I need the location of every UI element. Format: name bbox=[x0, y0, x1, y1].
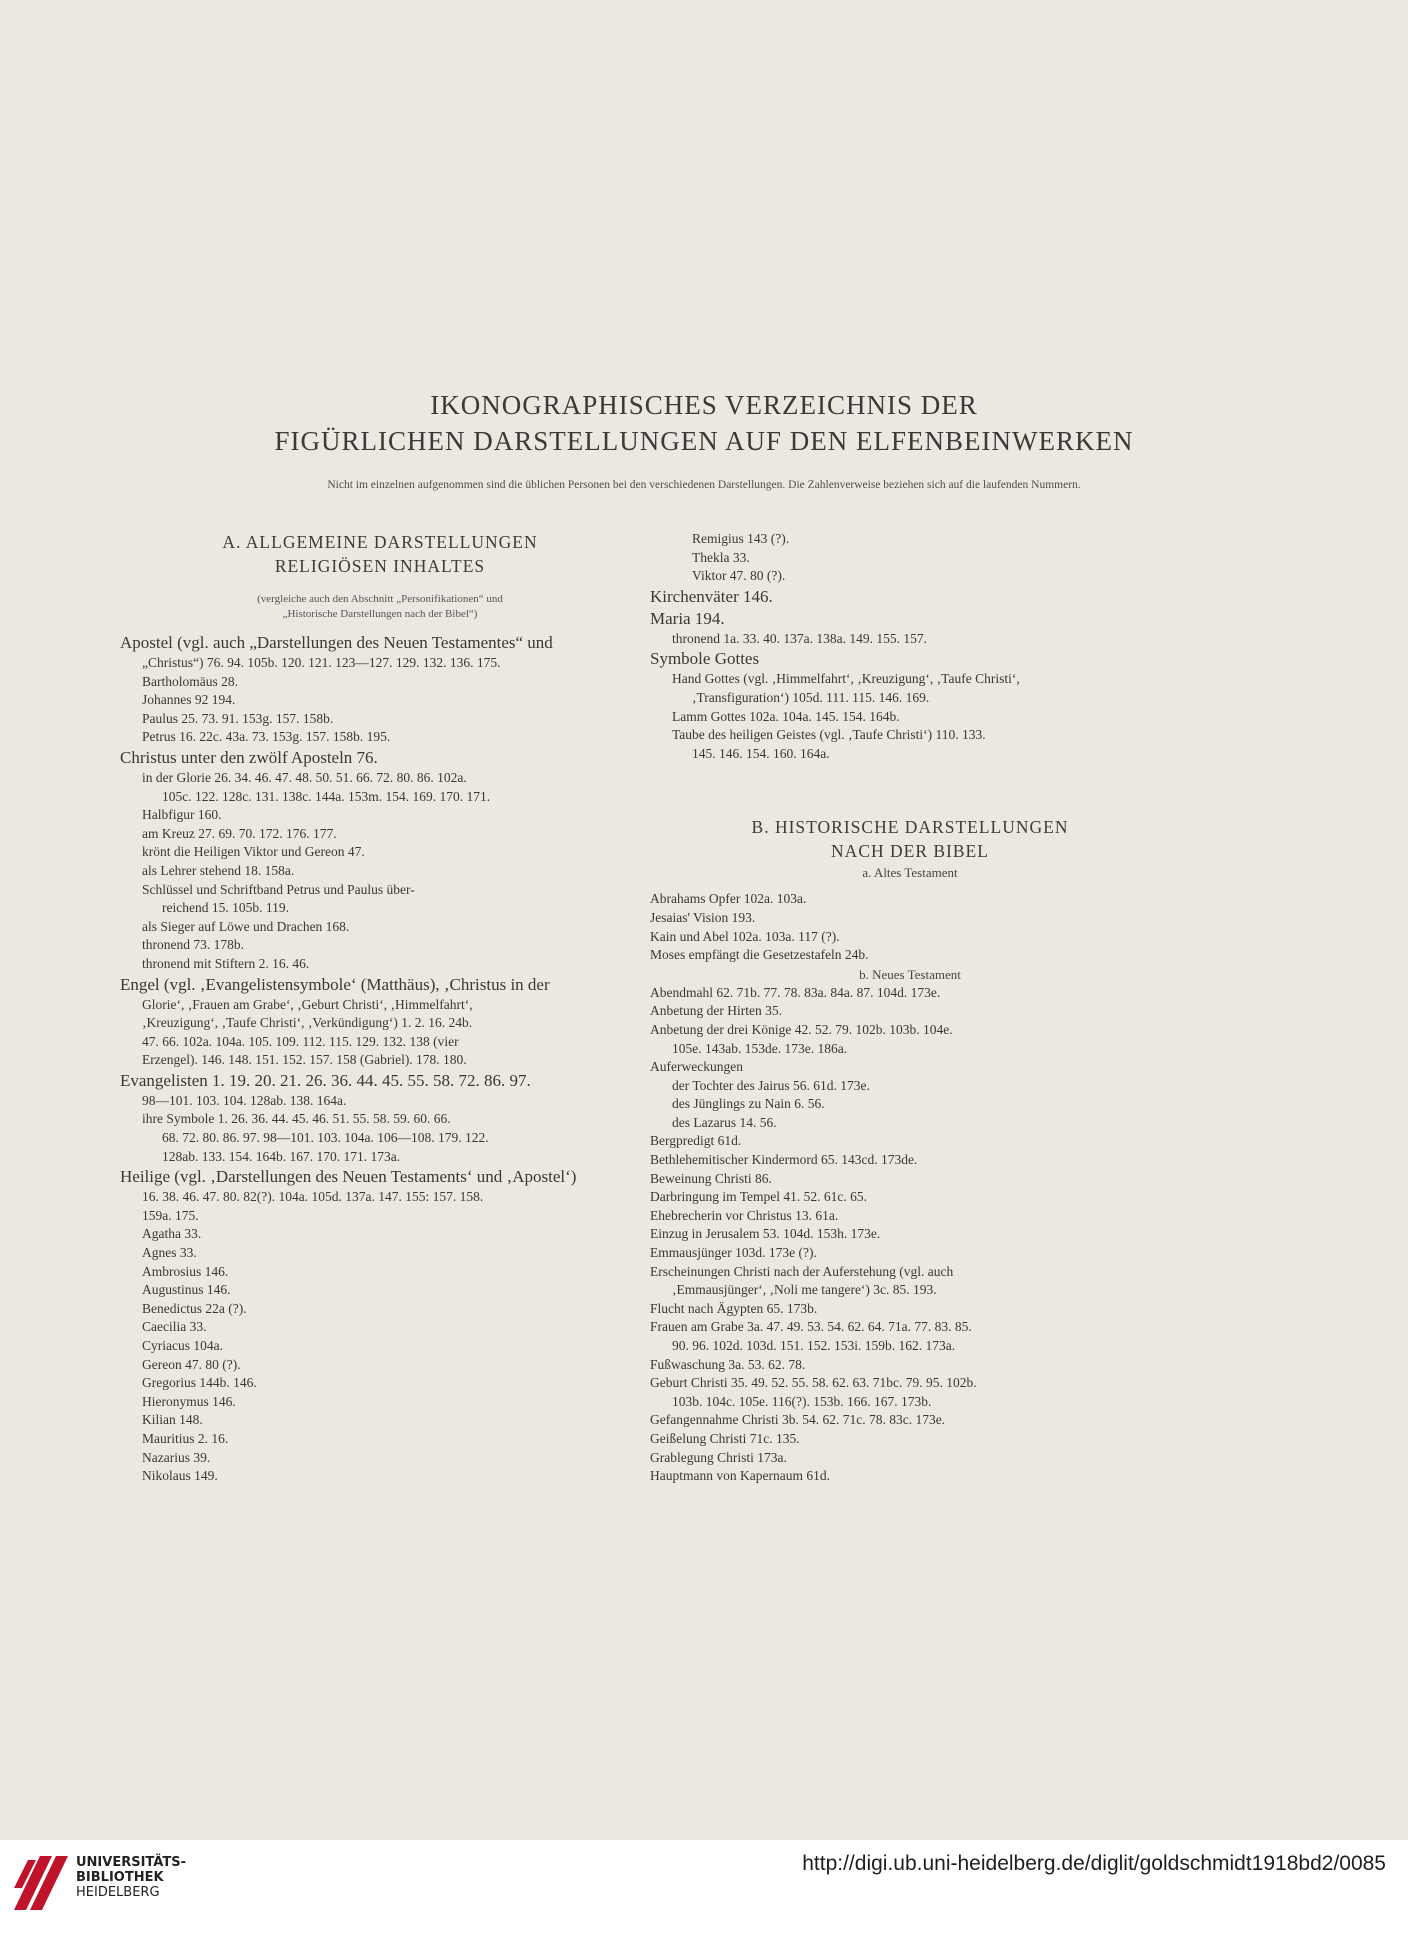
right-column bbox=[650, 530, 1170, 1486]
index-entry: Bethlehemitischer Kindermord 65. 143cd. 173de. bbox=[650, 1152, 918, 1168]
index-entries-new-testament bbox=[650, 984, 1170, 1486]
institution-name bbox=[76, 1855, 186, 1900]
index-entry: 105e. 143ab. 153de. 173e. 186a. bbox=[672, 1040, 848, 1056]
index-entry: 103b. 104c. 105e. 116(?). 153b. 166. 167. 173b. bbox=[672, 1393, 932, 1409]
subsection-old-testament: a. Altes Testament bbox=[862, 865, 958, 881]
index-entries-left bbox=[120, 632, 640, 1486]
page-title-line2: FIGÜRLICHEN DARSTELLUNGEN AUF DEN ELFENBEINWERKEN bbox=[274, 426, 1134, 456]
section-b-heading-line2: NACH DER BIBEL bbox=[831, 841, 989, 862]
index-entry: Abrahams Opfer 102a. 103a. bbox=[650, 891, 807, 907]
index-entry: Christus unter den zwölf Aposteln 76. bbox=[120, 747, 378, 767]
index-entry: Thekla 33. bbox=[692, 549, 750, 565]
index-entry: Geburt Christi 35. 49. 52. 55. 58. 62. 63. 71bc. 79. 95. 102b. bbox=[650, 1375, 977, 1391]
index-entry: 145. 146. 154. 160. 164a. bbox=[692, 745, 830, 761]
section-a-heading-line1: A. ALLGEMEINE DARSTELLUNGEN bbox=[222, 532, 538, 552]
index-entry: Glorie‘, ‚Frauen am Grabe‘, ‚Geburt Christi‘, ‚Himmelfahrt‘, bbox=[142, 996, 473, 1012]
index-entry: Erscheinungen Christi nach der Auferstehung (vgl. auch bbox=[650, 1263, 954, 1279]
index-entry: ‚Transfiguration‘) 105d. 111. 115. 146. 169. bbox=[692, 689, 930, 705]
index-entry: Maria 194. bbox=[650, 608, 725, 628]
index-entry: Caecilia 33. bbox=[142, 1319, 207, 1335]
cross-reference-line1: (vergleiche auch den Abschnitt „Personifikationen“ und bbox=[257, 593, 503, 605]
index-entry: Nazarius 39. bbox=[142, 1449, 211, 1465]
index-entry: Ehebrecherin vor Christus 13. 61a. bbox=[650, 1207, 839, 1223]
index-entry: Viktor 47. 80 (?). bbox=[692, 568, 786, 584]
index-entry: Cyriacus 104a. bbox=[142, 1338, 223, 1353]
page-title-line1: IKONOGRAPHISCHES VERZEICHNIS DER bbox=[430, 390, 978, 420]
index-entry: des Jünglings zu Nain 6. 56. bbox=[672, 1096, 825, 1112]
index-entry: Geißelung Christi 71c. 135. bbox=[650, 1430, 800, 1446]
index-entry: 105c. 122. 128c. 131. 138c. 144a. 153m. 154. 169. 170. 171. bbox=[162, 788, 491, 804]
index-entry: Symbole Gottes bbox=[650, 649, 760, 669]
index-entry: Gregorius 144b. 146. bbox=[142, 1375, 257, 1391]
index-entry: 98—101. 103. 104. 128ab. 138. 164a. bbox=[142, 1092, 347, 1108]
index-entry: Hand Gottes (vgl. ‚Himmelfahrt‘, ‚Kreuzigung‘, ‚Taufe Christi‘, bbox=[672, 671, 1020, 687]
index-entry: 16. 38. 46. 47. 80. 82(?). 104a. 105d. 137a. 147. 155: 157. 158. bbox=[142, 1189, 484, 1205]
index-entry: Flucht nach Ägypten 65. 173b. bbox=[650, 1300, 818, 1316]
index-entry: Erzengel). 146. 148. 151. 152. 157. 158 (Gabriel). 178. 180. bbox=[142, 1052, 467, 1068]
index-entry: Engel (vgl. ‚Evangelistensymbole‘ (Matthäus), ‚Christus in der bbox=[120, 974, 550, 994]
index-entry: Heilige (vgl. ‚Darstellungen des Neuen Testaments‘ und ‚Apostel‘) bbox=[120, 1167, 577, 1187]
index-entry: Kain und Abel 102a. 103a. 117 (?). bbox=[650, 928, 840, 944]
index-entry: Taube des heiligen Geistes (vgl. ‚Taufe Christi‘) 110. 133. bbox=[672, 727, 986, 743]
index-entry: Hauptmann von Kapernaum 61d. bbox=[650, 1468, 830, 1484]
index-entry: Beweinung Christi 86. bbox=[650, 1170, 772, 1186]
index-entry: der Tochter des Jairus 56. 61d. 173e. bbox=[672, 1077, 870, 1093]
index-entry: Schlüssel und Schriftband Petrus und Paulus über- bbox=[142, 881, 415, 897]
index-entry: Anbetung der drei Könige 42. 52. 79. 102b. 103b. 104e. bbox=[650, 1021, 953, 1037]
index-entries-old-testament bbox=[650, 890, 1170, 964]
index-entry: Apostel (vgl. auch „Darstellungen des Neuen Testamentes“ und bbox=[120, 633, 553, 652]
section-b-heading-line1: B. HISTORISCHE DARSTELLUNGEN bbox=[751, 817, 1069, 838]
index-entry: Evangelisten 1. 19. 20. 21. 26. 36. 44. 45. 55. 58. 72. 86. 97. bbox=[120, 1070, 531, 1090]
index-entry: thronend 1a. 33. 40. 137a. 138a. 149. 155. 157. bbox=[672, 630, 927, 646]
cross-reference-note bbox=[120, 592, 640, 622]
index-entry: Mauritius 2. 16. bbox=[142, 1430, 229, 1446]
index-entry: Frauen am Grabe 3a. 47. 49. 53. 54. 62. 64. 71a. 77. 83. 85. bbox=[650, 1319, 972, 1335]
index-entry: Anbetung der Hirten 35. bbox=[650, 1003, 782, 1019]
index-entry: Ambrosius 146. bbox=[142, 1263, 229, 1279]
index-entry: 128ab. 133. 154. 164b. 167. 170. 171. 173a. bbox=[162, 1148, 401, 1164]
subsection-new-testament: b. Neues Testament bbox=[859, 966, 961, 982]
index-entry: Hieronymus 146. bbox=[142, 1393, 236, 1409]
index-entry: ‚Kreuzigung‘, ‚Taufe Christi‘, ‚Verkündigung‘) 1. 2. 16. 24b. bbox=[142, 1015, 473, 1031]
index-entry: in der Glorie 26. 34. 46. 47. 48. 50. 51. 66. 72. 80. 86. 102a. bbox=[142, 769, 467, 785]
index-entry: Bartholomäus 28. bbox=[142, 673, 238, 689]
intro-note: Nicht im einzelnen aufgenommen sind die üblichen Personen bei den verschiedenen Darstellungen. Die Zahlenverweise beziehen sich auf die laufenden Nummern. bbox=[327, 479, 1081, 491]
index-entry: Kirchenväter 146. bbox=[650, 586, 773, 606]
index-entry: Gereon 47. 80 (?). bbox=[142, 1356, 241, 1372]
left-column bbox=[120, 530, 640, 1486]
index-entry: Grablegung Christi 173a. bbox=[650, 1449, 787, 1465]
index-entry: Remigius 143 (?). bbox=[692, 531, 790, 546]
index-entry: 159a. 175. bbox=[142, 1207, 199, 1223]
index-entry: 90. 96. 102d. 103d. 151. 152. 153i. 159b. 162. 173a. bbox=[672, 1338, 956, 1353]
index-entry: Kilian 148. bbox=[142, 1412, 203, 1428]
index-entries-right-top bbox=[650, 530, 1170, 763]
index-entry: thronend mit Stiftern 2. 16. 46. bbox=[142, 955, 310, 971]
index-entry: thronend 73. 178b. bbox=[142, 937, 244, 953]
cross-reference-line2: „Historische Darstellungen nach der Bibel“) bbox=[282, 608, 478, 620]
index-entry: Emmausjünger 103d. 173e (?). bbox=[650, 1245, 817, 1261]
index-entry: 47. 66. 102a. 104a. 105. 109. 112. 115. 129. 132. 138 (vier bbox=[142, 1033, 459, 1049]
index-entry: Petrus 16. 22c. 43a. 73. 153g. 157. 158b. 195. bbox=[142, 729, 391, 745]
index-entry: Agatha 33. bbox=[142, 1226, 202, 1242]
institution-line3: HEIDELBERG bbox=[76, 1885, 160, 1900]
index-entry: Einzug in Jerusalem 53. 104d. 153h. 173e. bbox=[650, 1226, 881, 1242]
index-entry: 68. 72. 80. 86. 97. 98—101. 103. 104a. 106—108. 179. 122. bbox=[162, 1130, 489, 1146]
permalink-url[interactable]: http://digi.ub.uni-heidelberg.de/diglit/goldschmidt1918bd2/0085 bbox=[802, 1852, 1386, 1875]
index-entry: Nikolaus 149. bbox=[142, 1468, 218, 1484]
index-entry: als Lehrer stehend 18. 158a. bbox=[142, 862, 295, 878]
index-entry: Auferweckungen bbox=[650, 1059, 743, 1075]
institution-line1: UNIVERSITÄTS- bbox=[76, 1855, 186, 1870]
section-a-heading-line2: RELIGIÖSEN INHALTES bbox=[274, 556, 486, 576]
index-entry: des Lazarus 14. 56. bbox=[672, 1114, 777, 1130]
index-entry: Paulus 25. 73. 91. 153g. 157. 158b. bbox=[142, 710, 334, 726]
index-entry: Benedictus 22a (?). bbox=[142, 1300, 247, 1316]
index-entry: Halbfigur 160. bbox=[142, 807, 222, 823]
index-entry: ihre Symbole 1. 26. 36. 44. 45. 46. 51. 55. 58. 59. 60. 66. bbox=[142, 1111, 451, 1127]
index-entry: Fußwaschung 3a. 53. 62. 78. bbox=[650, 1356, 806, 1372]
index-entry: Jesaias' Vision 193. bbox=[650, 909, 756, 925]
index-entry: Lamm Gottes 102a. 104a. 145. 154. 164b. bbox=[672, 708, 900, 724]
university-library-logo-icon bbox=[12, 1848, 70, 1912]
index-entry: „Christus“) 76. 94. 105b. 120. 121. 123—127. 129. 132. 136. 175. bbox=[142, 655, 501, 670]
index-entry: Abendmahl 62. 71b. 77. 78. 83a. 84a. 87. 104d. 173e. bbox=[650, 984, 941, 1000]
index-entry: ‚Emmausjünger‘, ‚Noli me tangere‘) 3c. 85. 193. bbox=[672, 1282, 937, 1298]
index-entry: Darbringung im Tempel 41. 52. 61c. 65. bbox=[650, 1189, 868, 1205]
institution-line2: BIBLIOTHEK bbox=[76, 1870, 164, 1885]
index-entry: Augustinus 146. bbox=[142, 1282, 231, 1298]
index-entry: am Kreuz 27. 69. 70. 172. 176. 177. bbox=[142, 825, 337, 841]
index-entry: als Sieger auf Löwe und Drachen 168. bbox=[142, 918, 350, 934]
index-entry: Moses empfängt die Gesetzestafeln 24b. bbox=[650, 947, 869, 963]
index-entry: Bergpredigt 61d. bbox=[650, 1133, 742, 1149]
index-entry: Johannes 92 194. bbox=[142, 692, 236, 708]
index-entry: krönt die Heiligen Viktor und Gereon 47. bbox=[142, 844, 365, 860]
index-entry: Agnes 33. bbox=[142, 1245, 197, 1261]
index-entry: reichend 15. 105b. 119. bbox=[162, 900, 289, 916]
index-entry: Gefangennahme Christi 3b. 54. 62. 71c. 78. 83c. 173e. bbox=[650, 1412, 946, 1428]
